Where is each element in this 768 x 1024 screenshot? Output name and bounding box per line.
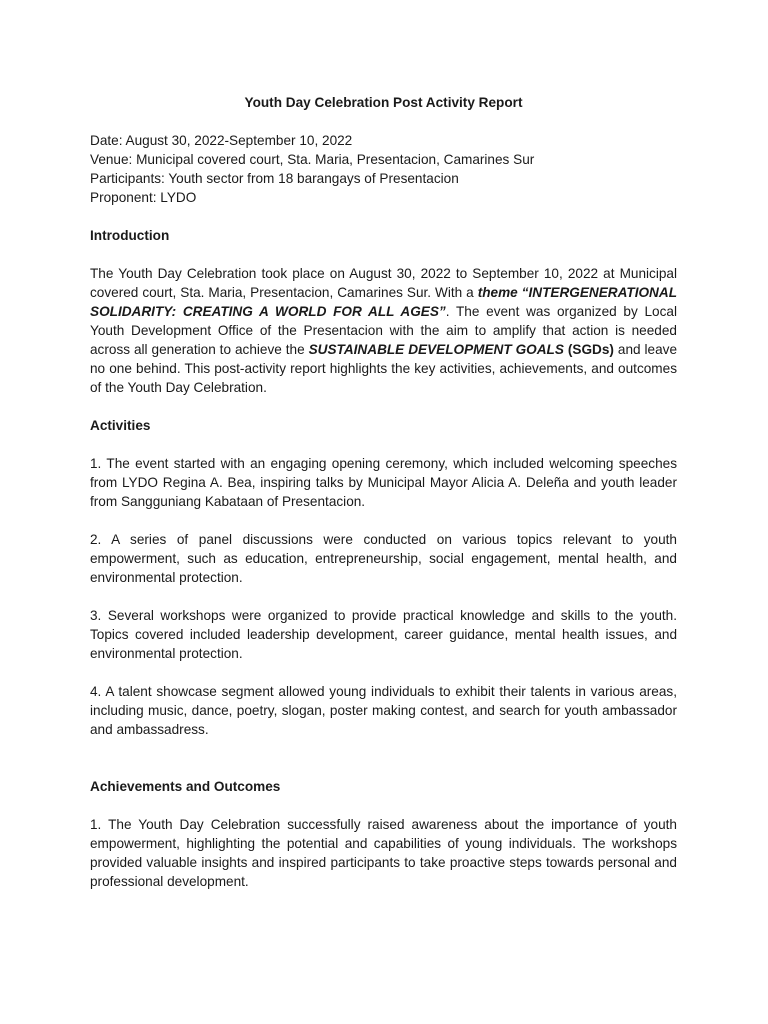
meta-participants: Participants: Youth sector from 18 barangays of Presentacion bbox=[90, 171, 459, 186]
intro-theme: theme “INTERGENERATIONAL SOLIDARITY: CREATING A WORLD FOR ALL AGES” bbox=[90, 285, 677, 319]
activity-item: 2. A series of panel discussions were conducted on various topics relevant to youth empowerment, such as education, entrepreneurship, social engagement, mental health, and environmental protection. bbox=[90, 532, 677, 585]
meta-proponent: Proponent: LYDO bbox=[90, 190, 197, 205]
activity-item: 4. A talent showcase segment allowed young individuals to exhibit their talents in various areas, including music, dance, poetry, slogan, poster making contest, and search for youth ambassador and ambassadress. bbox=[90, 684, 677, 737]
activity-item: 3. Several workshops were organized to provide practical knowledge and skills to the youth. Topics covered included leadership development, career guidance, mental health issues, and environmental protection. bbox=[90, 608, 677, 661]
intro-text-2: . The event was organized by Local Youth Development Office of the Presentacion with the aim to amplify that action is needed across all generation to achieve the bbox=[90, 304, 677, 357]
report-page bbox=[90, 93, 677, 910]
introduction-heading: Introduction bbox=[90, 228, 170, 243]
intro-text-1: The Youth Day Celebration took place on August 30, 2022 to September 10, 2022 at Municipal covered court, Sta. Maria, Presentacion, Camarines Sur. With a bbox=[90, 266, 677, 300]
activity-item: 1. The event started with an engaging opening ceremony, which included welcoming speeches from LYDO Regina A. Bea, inspiring talks by Municipal Mayor Alicia A. Deleña and youth leader from Sangguniang Kabataan of Presentacion. bbox=[90, 456, 677, 509]
achievement-item: 1. The Youth Day Celebration successfully raised awareness about the importance of youth empowerment, highlighting the potential and capabilities of young individuals. The workshops provided valuable insights and inspired participants to take proactive steps towards personal and professional development. bbox=[90, 817, 677, 889]
report-meta bbox=[90, 131, 677, 207]
report-title: Youth Day Celebration Post Activity Report bbox=[244, 95, 523, 110]
achievements-heading: Achievements and Outcomes bbox=[90, 779, 281, 794]
intro-text-3: and leave no one behind. This post-activity report highlights the key activities, achievements, and outcomes of the Youth Day Celebration. bbox=[90, 342, 678, 395]
activities-heading: Activities bbox=[90, 418, 151, 433]
introduction-paragraph bbox=[90, 264, 677, 397]
intro-sgds: (SGDs) bbox=[563, 342, 614, 357]
meta-date: Date: August 30, 2022-September 10, 2022 bbox=[90, 133, 353, 148]
meta-venue: Venue: Municipal covered court, Sta. Maria, Presentacion, Camarines Sur bbox=[90, 152, 535, 167]
intro-sdg: SUSTAINABLE DEVELOPMENT GOALS bbox=[308, 342, 564, 357]
